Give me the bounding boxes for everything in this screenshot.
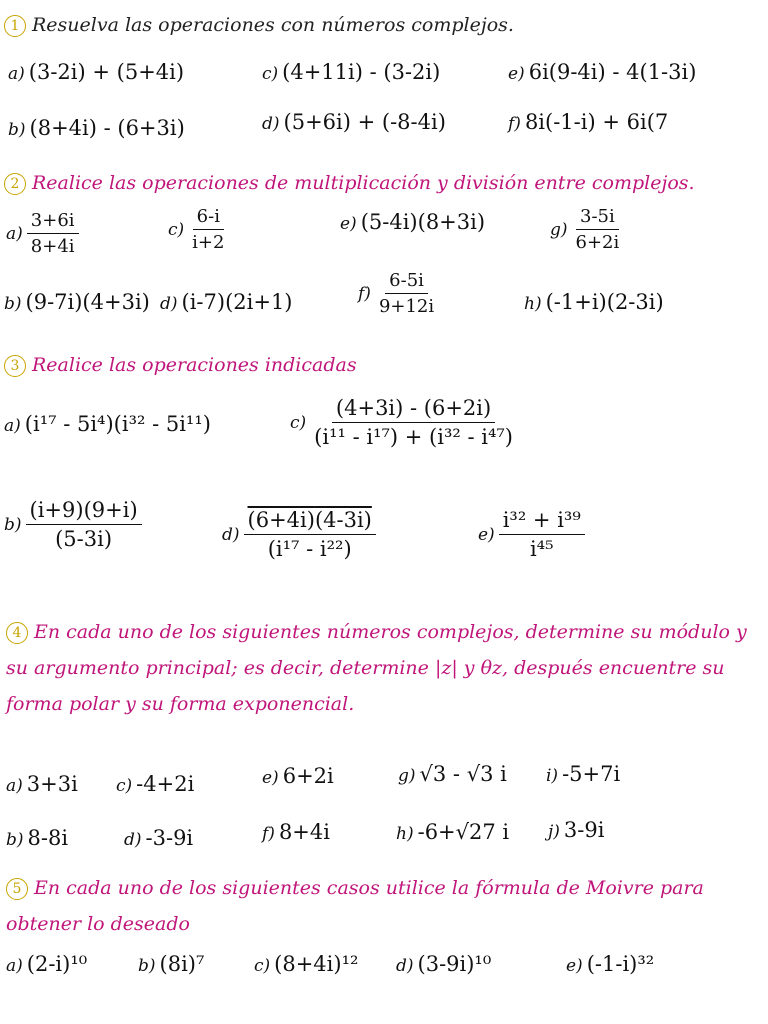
- section-1-number: 1: [4, 15, 26, 37]
- section-3-title-text: Realice las operaciones indicadas: [32, 354, 357, 376]
- s2-item-g: g) $\frac{3-5i}{6+2i}$: [550, 206, 620, 253]
- s1-item-e: e) 6i(9-4i) - 4(1-3i): [508, 60, 697, 84]
- s4-item-g: g) √3 - √3 i: [398, 762, 507, 786]
- s4-item-a: a) 3+3i: [6, 772, 78, 796]
- section-2-title: [4, 172, 695, 195]
- s4-item-e: e) 6+2i: [262, 764, 334, 788]
- s5-item-d: d) (3-9i)¹⁰: [396, 952, 492, 976]
- section-1-title-text: Resuelva las operaciones con números complejos.: [32, 14, 514, 36]
- section-3-number: 3: [4, 355, 26, 377]
- s5-item-c: c) (8+4i)¹²: [254, 952, 359, 976]
- s4-item-d: d) -3-9i: [124, 826, 194, 850]
- section-4-title-text: En cada uno de los siguientes números complejos, determine su módulo y su argumento principal; es decir, determine |z| y θz, después encuentre su forma polar y su forma exponencial.: [6, 621, 747, 715]
- s5-item-b: b) (8i)⁷: [138, 952, 205, 976]
- s1-item-f: f) 8i(-1-i) + 6i(7: [508, 110, 669, 134]
- s4-item-j: j) 3-9i: [548, 818, 605, 842]
- s4-item-b: b) 8-8i: [6, 826, 69, 850]
- s2-item-f: f) $\frac{6-5i}{9+12i}$: [358, 270, 435, 317]
- section-4-number: 4: [6, 622, 28, 644]
- s3-item-b: b) $\frac{(i+9)(9+i)}{(5-3i)}$: [4, 498, 142, 551]
- section-4-title: [6, 614, 756, 722]
- s4-item-f: f) 8+4i: [262, 820, 330, 844]
- s2-item-a: a) $\frac{3+6i}{8+4i}$: [6, 210, 79, 257]
- s5-item-a: a) (2-i)¹⁰: [6, 952, 88, 976]
- s2-item-b: b) (9-7i)(4+3i): [4, 290, 150, 314]
- section-1-title: [4, 14, 514, 37]
- section-2-number: 2: [4, 173, 26, 195]
- s5-item-e: e) (-1-i)³²: [566, 952, 655, 976]
- section-5-number: 5: [6, 878, 28, 900]
- s3-item-d: d) $\frac{(6+4i)(4-3i)}{\text{(i¹⁷ - i²²)}}$: [222, 508, 376, 561]
- s4-item-h: h) -6+√27 i: [396, 820, 510, 844]
- s1-item-c: c) (4+11i) - (3-2i): [262, 60, 441, 84]
- section-5-title: [6, 870, 756, 942]
- section-2-title-text: Realice las operaciones de multiplicación y división entre complejos.: [32, 172, 695, 194]
- section-5-title-text: En cada uno de los siguientes casos utilice la fórmula de Moivre para obtener lo deseado: [6, 877, 704, 935]
- s2-item-h: h) (-1+i)(2-3i): [524, 290, 664, 314]
- s2-item-e: e) (5-4i)(8+3i): [340, 210, 486, 234]
- s2-item-c: c) $\frac{6-i}{i+2}$: [168, 206, 225, 253]
- section-3-title: [4, 354, 357, 377]
- s3-item-a: a) (i¹⁷ - 5i⁴)(i³² - 5i¹¹): [4, 412, 211, 436]
- s1-item-d: d) (5+6i) + (-8-4i): [262, 110, 446, 134]
- s3-item-e: e) $\frac{\text{i³² + i³⁹}}{\text{i⁴⁵}}$: [478, 508, 585, 561]
- s3-item-c: c) $\frac{(4+3i) - (6+2i)}{\text{(i¹¹ - i¹⁷) + (i³² - i⁴⁷)}}$: [290, 396, 513, 449]
- s1-item-a: a) (3-2i) + (5+4i): [8, 60, 185, 84]
- s4-item-c: c) -4+2i: [116, 772, 195, 796]
- s1-item-b: b) (8+4i) - (6+3i): [8, 116, 185, 140]
- s2-item-d: d) (i-7)(2i+1): [160, 290, 293, 314]
- s4-item-i: i) -5+7i: [546, 762, 621, 786]
